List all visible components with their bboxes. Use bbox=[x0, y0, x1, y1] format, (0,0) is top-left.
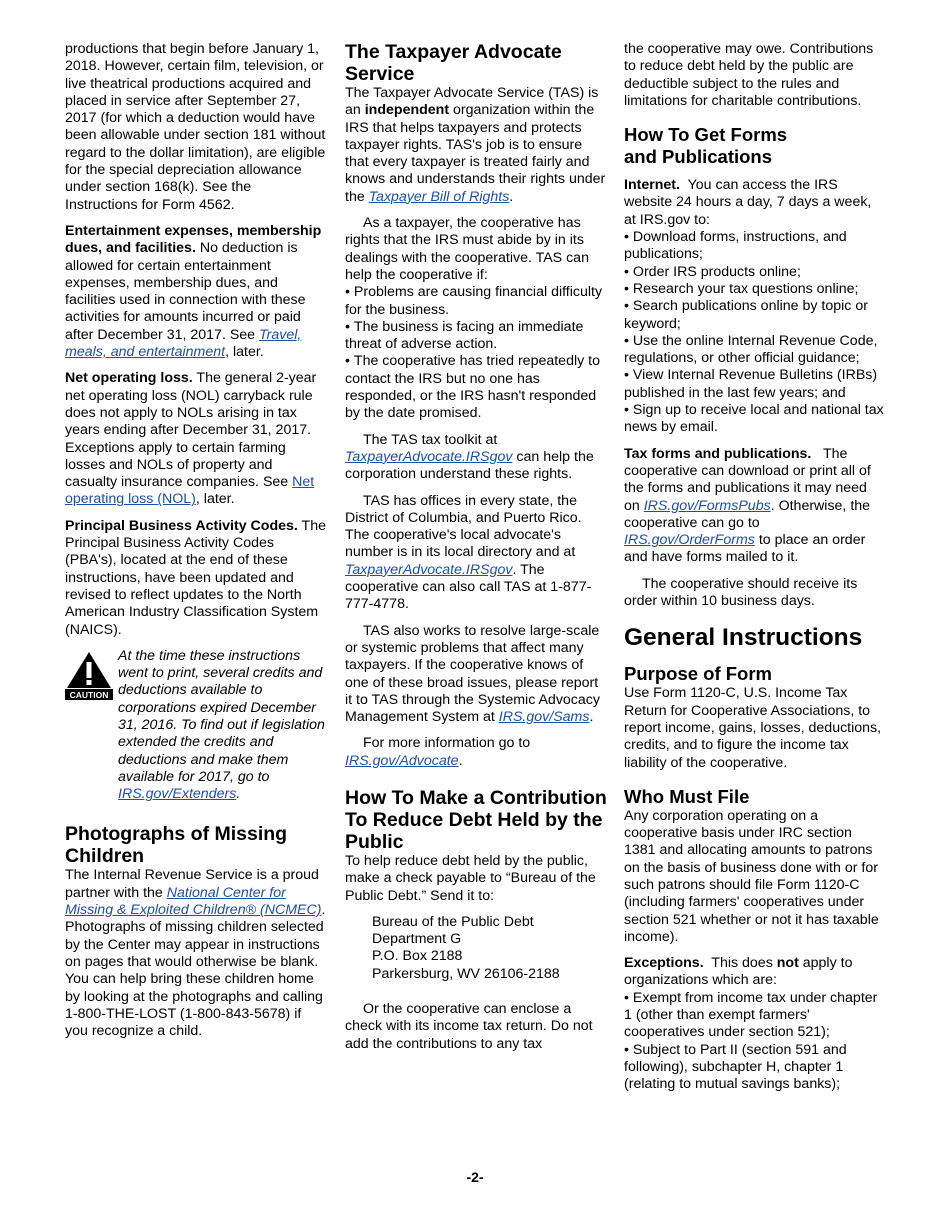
nol-heading: Net operating loss. bbox=[65, 370, 193, 387]
column-2 bbox=[345, 41, 607, 1053]
tas-p6b: . bbox=[458, 752, 463, 769]
taxpayer-advocate-link-1[interactable]: TaxpayerAdvocate.IRSgov bbox=[345, 448, 513, 465]
tas-p4b: . The cooperative can also call TAS at 1-877-777-4778. bbox=[345, 561, 592, 613]
column-1 bbox=[65, 41, 327, 1040]
address-line: Bureau of the Public Debt bbox=[372, 913, 534, 930]
continued-paragraph: the cooperative may owe. Contributions to reduce debt held by the public are deductible subject to the rules and limitations for charitable contributions. bbox=[624, 41, 874, 109]
page-number: -2- bbox=[466, 1169, 484, 1185]
tas-p3a: The TAS tax toolkit at bbox=[363, 431, 498, 448]
list-item: • Sign up to receive local and national tax news by email. bbox=[624, 402, 886, 437]
list-item: • Use the online Internal Revenue Code, regulations, or other official guidance; bbox=[624, 333, 886, 368]
nol-tail: , later. bbox=[195, 491, 235, 508]
exceptions-paragraph bbox=[624, 955, 886, 990]
irs-advocate-link[interactable]: IRS.gov/Advocate bbox=[345, 752, 459, 769]
caution-box bbox=[65, 648, 327, 804]
caution-tail: . bbox=[236, 786, 241, 803]
exceptions-heading: Exceptions. bbox=[624, 955, 704, 972]
list-item: • The business is facing an immediate threat of adverse action. bbox=[345, 319, 607, 354]
tas-heading: The Taxpayer Advocate Service bbox=[345, 41, 562, 85]
tas-p6a: For more information go to bbox=[363, 735, 531, 752]
irs-sams-link[interactable]: IRS.gov/Sams bbox=[498, 709, 590, 726]
intro-paragraph: productions that begin before January 1, 2018. However, certain film, television, or live theatrical productions acquired and placed in service after September 27, 2017 (for which a deduction would have been allowable under section 181 without regard to the dollar limitation), are eligible for the special depreciation allowance under section 168(k). See the Instructions for Form 4562. bbox=[65, 41, 326, 213]
tas-paragraph-3 bbox=[345, 432, 607, 484]
internet-body: You can access the IRS website 24 hours a day, 7 days a week, at IRS.gov to: bbox=[624, 177, 872, 228]
tax-forms-body1: The cooperative can download or print all of the forms and publications it may need on bbox=[624, 445, 871, 514]
tas-paragraph-1 bbox=[345, 85, 607, 206]
purpose-heading: Purpose of Form bbox=[624, 663, 773, 685]
tas-bullet-list bbox=[345, 284, 607, 422]
internet-heading: Internet. bbox=[624, 177, 680, 194]
list-item: • Search publications online by topic or keyword; bbox=[624, 298, 886, 333]
ncmec-link[interactable]: National Center for Missing & Exploited Children® (NCMEC) bbox=[65, 884, 322, 919]
internet-bullet-list bbox=[624, 229, 886, 437]
tas-p1-bold: independent bbox=[364, 102, 450, 119]
caution-label: CAUTION bbox=[69, 689, 109, 700]
exceptions-bullet-list bbox=[624, 990, 886, 1094]
debt-heading: How To Make a Contribution To Reduce Debt Held by the Public bbox=[345, 786, 607, 853]
nol-paragraph bbox=[65, 370, 327, 508]
internet-paragraph bbox=[624, 177, 886, 229]
exceptions-not: not bbox=[776, 955, 799, 972]
get-forms-heading: How To Get Forms and Publications bbox=[624, 124, 788, 168]
address-line: P.O. Box 2188 bbox=[372, 948, 463, 965]
debt-paragraph-1: To help reduce debt held by the public, make a check payable to “Bureau of the Public Debt.” Send it to: bbox=[345, 852, 596, 904]
pba-heading: Principal Business Activity Codes. bbox=[65, 517, 298, 534]
missing-children-body1: The Internal Revenue Service is a proud partner with the bbox=[65, 867, 319, 901]
list-item: • Subject to Part II (section 591 and following), subchapter H, chapter 1 (relating to mutual savings banks); bbox=[624, 1042, 886, 1094]
travel-meals-link[interactable]: Travel, meals, and entertainment bbox=[65, 326, 302, 361]
missing-children-body2: . Photographs of missing children selected by the Center may appear in instructions on pages that would otherwise be blank. You can help bring these children home by looking at the photographs and calling 1-800-THE-LOST (1-800-843-5678) if you recognize a child. bbox=[65, 902, 326, 1040]
tas-p3b: can help the corporation understand these rights. bbox=[345, 448, 594, 483]
caution-icon bbox=[65, 650, 113, 700]
address-line: Department G bbox=[372, 931, 462, 948]
tas-paragraph-6 bbox=[345, 735, 607, 770]
nol-link[interactable]: Net operating loss (NOL) bbox=[65, 474, 315, 508]
extenders-link[interactable]: IRS.gov/Extenders bbox=[118, 786, 237, 803]
tas-paragraph-2: As a taxpayer, the cooperative has rights that the IRS must abide by in its dealings with the cooperative. TAS can help the cooperative if: bbox=[345, 215, 589, 283]
list-item: • Exempt from income tax under chapter 1 (other than exempt farmers' cooperatives under section 521); bbox=[624, 990, 886, 1042]
tax-forms-body3: to place an order and have forms mailed to it. bbox=[624, 532, 866, 566]
taxpayer-advocate-link-2[interactable]: TaxpayerAdvocate.IRSgov bbox=[345, 561, 513, 578]
list-item: • Order IRS products online; bbox=[624, 264, 886, 281]
tax-forms-body2: . Otherwise, the cooperative can go to bbox=[624, 497, 871, 531]
tas-paragraph-4 bbox=[345, 493, 607, 614]
entertainment-paragraph bbox=[65, 223, 327, 361]
purpose-paragraph: Use Form 1120-C, U.S. Income Tax Return for Cooperative Associations, to report income, gains, losses, deductions, credits, and to figure the income tax liability of the cooperative. bbox=[624, 685, 882, 771]
list-item: • View Internal Revenue Bulletins (IRBs) published in the last few years; and bbox=[624, 367, 886, 402]
caution-text bbox=[118, 648, 327, 804]
list-item: • The cooperative has tried repeatedly to contact the IRS but no one has responded, or the IRS hasn't responded by the date promised. bbox=[345, 353, 607, 422]
address-line: Parkersburg, WV 26106-2188 bbox=[372, 965, 560, 982]
tas-paragraph-5 bbox=[345, 623, 607, 727]
general-instructions-heading: General Instructions bbox=[624, 624, 863, 652]
who-must-file-heading: Who Must File bbox=[624, 785, 750, 807]
tax-forms-paragraph bbox=[624, 446, 886, 567]
exceptions-body2: apply to organizations which are: bbox=[624, 955, 853, 989]
caution-body: At the time these instructions went to print, several credits and deductions available to corporations expired December 31, 2016. To find out if legislation extended the credits and deductions and make them available for 2017, go to bbox=[118, 647, 325, 785]
missing-children-paragraph bbox=[65, 867, 327, 1040]
list-item: • Download forms, instructions, and publications; bbox=[624, 229, 886, 264]
tax-forms-heading: Tax forms and publications. bbox=[624, 445, 812, 462]
tas-p1a: The Taxpayer Advocate Service (TAS) is an bbox=[345, 85, 599, 119]
taxpayer-bill-of-rights-link[interactable]: Taxpayer Bill of Rights bbox=[368, 188, 510, 205]
tas-p4a: TAS has offices in every state, the District of Columbia, and Puerto Rico. The cooperative's local advocate's number is in its local directory and at bbox=[345, 492, 582, 561]
entertainment-heading: Entertainment expenses, membership dues, and facilities. bbox=[65, 222, 322, 257]
tas-p5a: TAS also works to resolve large-scale or systemic problems that affect many taxpayers. If the cooperative knows of one of these broad issues, please report it to TAS through the Systemic Advocacy Management System at bbox=[345, 622, 600, 726]
nol-body: The general 2-year net operating loss (NOL) carryback rule does not apply to NOLs arising in tax years ending after December 31, 2017. Exceptions apply to certain farming losses and NOLs of property and casualty insurance companies. See bbox=[65, 370, 317, 491]
pba-body: The Principal Business Activity Codes (PBA's), located at the end of these instructions, have been updated and revised to reflect updates to the North American Industry Classification System (NAICS). bbox=[65, 517, 326, 638]
mailing-address bbox=[372, 914, 607, 983]
tas-p1-tail: . bbox=[509, 188, 514, 205]
exceptions-body1: This does bbox=[711, 955, 773, 972]
column-3 bbox=[624, 41, 886, 1094]
missing-children-heading: Photographs of Missing Children bbox=[65, 823, 288, 868]
list-item: • Research your tax questions online; bbox=[624, 281, 886, 298]
who-must-file-paragraph: Any corporation operating on a cooperative basis under IRC section 1381 and allocating amounts to patrons on the basis of business done with or for such patrons should file Form 1120-C (including farmers' cooperatives under section 521 whether or not it has taxable income). bbox=[624, 807, 879, 945]
forms-pubs-link[interactable]: IRS.gov/FormsPubs bbox=[643, 497, 771, 514]
order-forms-link[interactable]: IRS.gov/OrderForms bbox=[624, 532, 755, 549]
pba-paragraph bbox=[65, 518, 327, 639]
entertainment-tail: , later. bbox=[225, 344, 264, 361]
list-item: • Problems are causing financial difficulty for the business. bbox=[345, 284, 607, 319]
entertainment-body: No deduction is allowed for certain entertainment expenses, membership dues, and facilities used in connection with these activities for amounts incurred or paid after December 31, 2017. See bbox=[65, 240, 306, 343]
tas-p1c: organization within the IRS that helps taxpayers and protects taxpayer rights. TAS's job is to ensure that every taxpayer is treated fairly and knows and understands their rights under the bbox=[345, 102, 606, 205]
debt-paragraph-2: Or the cooperative can enclose a check with its income tax return. Do not add the contributions to any tax bbox=[345, 1001, 593, 1052]
order-time-paragraph: The cooperative should receive its order within 10 business days. bbox=[624, 575, 858, 610]
tas-p5b: . bbox=[589, 709, 594, 726]
